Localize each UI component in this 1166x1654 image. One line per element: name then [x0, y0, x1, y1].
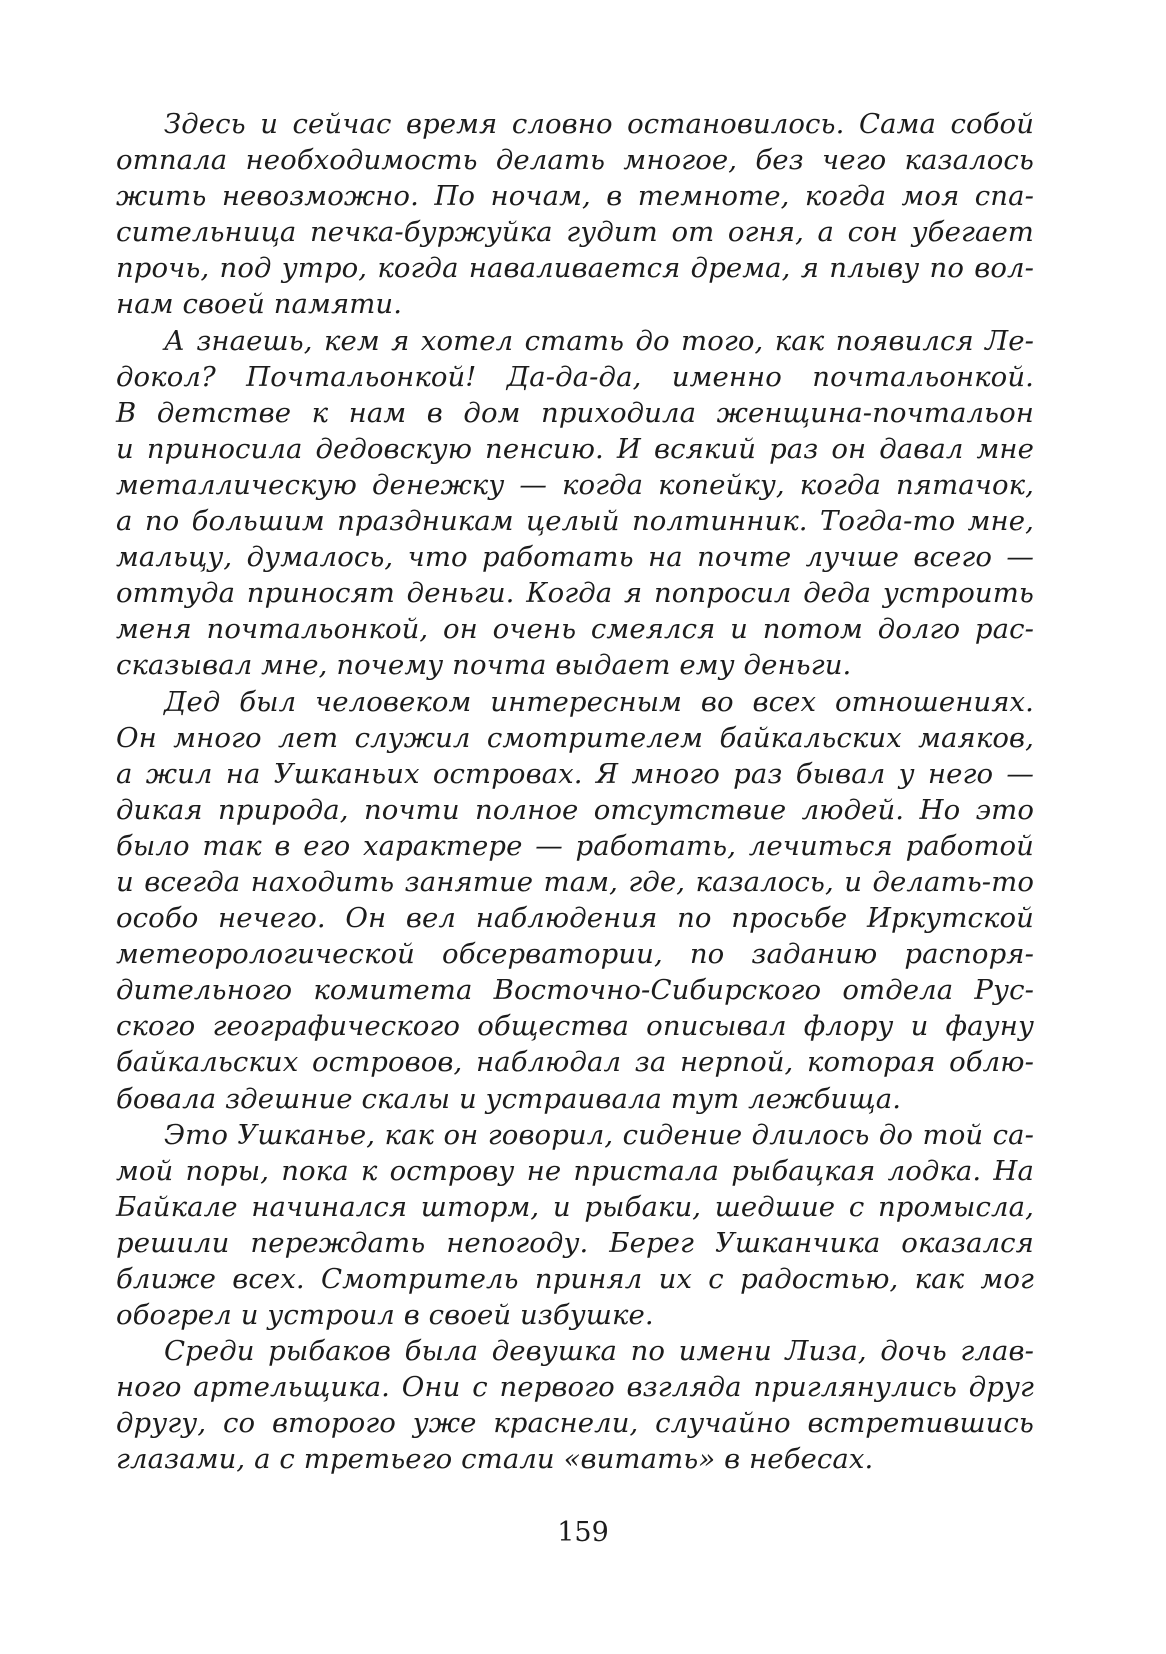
text-line: Это Ушканье, как он говорил, сидение длилось до той са- — [164, 1118, 1034, 1151]
text-line: байкальских островов, наблюдал за нерпой, которая облю- — [116, 1046, 1034, 1079]
text-line: и приносила дедовскую пенсию. И всякий раз он давал мне — [116, 432, 1034, 465]
text-line: Среди рыбаков была девушка по имени Лиза, дочь глав- — [164, 1335, 1034, 1368]
text-line: мальцу, думалось, что работать на почте лучше всего — — [116, 541, 1034, 574]
text-line: А знаешь, кем я хотел стать до того, как появился Ле- — [164, 324, 1034, 357]
text-line: обогрел и устроил в своей избушке. — [116, 1299, 654, 1332]
text-line: мой поры, пока к острову не пристала рыбацкая лодка. На — [116, 1154, 1034, 1187]
paragraph — [116, 106, 1034, 323]
text-line: отпала необходимость делать многое, без чего казалось — [116, 144, 1034, 177]
text-line: было так в его характере — работать, лечиться работой — [116, 829, 1034, 862]
text-line: особо нечего. Он вел наблюдения по просьбе Иркутской — [116, 902, 1034, 935]
text-line: Байкале начинался шторм, и рыбаки, шедшие с промысла, — [116, 1190, 1034, 1223]
paragraph — [116, 1117, 1034, 1334]
text-line: дикая природа, почти полное отсутствие людей. Но это — [116, 793, 1034, 826]
text-line: Он много лет служил смотрителем байкальских маяков, — [116, 721, 1034, 754]
text-line: бовала здешние скалы и устраивала тут лежбища. — [116, 1082, 902, 1115]
text-line: а по большим праздникам целый полтинник. Тогда-то мне, — [116, 505, 1034, 538]
text-line: оттуда приносят деньги. Когда я попросил деда устроить — [116, 577, 1034, 610]
text-line: докол? Почтальонкой! Да-да-да, именно почтальонкой. — [116, 360, 1034, 393]
text-line: дительного комитета Восточно-Сибирского отдела Рус- — [116, 974, 1034, 1007]
text-line: глазами, а с третьего стали «витать» в небесах. — [116, 1443, 874, 1476]
page-number: 159 — [557, 1517, 609, 1548]
text-line: ного артельщика. Они с первого взгляда приглянулись друг — [116, 1371, 1034, 1404]
text-line: а жил на Ушканьих островах. Я много раз бывал у него — — [116, 757, 1034, 790]
text-line: нам своей памяти. — [116, 288, 403, 321]
text-line: ближе всех. Смотритель принял их с радостью, как мог — [116, 1263, 1034, 1295]
text-body — [116, 106, 1034, 1478]
text-line: жить невозможно. По ночам, в темноте, когда моя спа- — [116, 180, 1034, 213]
text-line: Дед был человеком интересным во всех отношениях. — [164, 685, 1034, 718]
paragraph — [116, 323, 1034, 684]
text-line: Здесь и сейчас время словно остановилось. Сама собой — [164, 108, 1034, 140]
text-line: и всегда находить занятие там, где, казалось, и делать-то — [116, 865, 1034, 898]
paragraph — [116, 684, 1034, 1117]
text-line: сительница печка-буржуйка гудит от огня, а сон убегает — [116, 216, 1034, 249]
text-line: сказывал мне, почему почта выдает ему деньги. — [116, 649, 852, 682]
text-line: другу, со второго уже краснели, случайно встретившись — [116, 1407, 1034, 1440]
text-line: меня почтальонкой, он очень смеялся и потом долго рас- — [116, 613, 1034, 646]
text-line: решили переждать непогоду. Берег Ушканчика оказался — [116, 1226, 1034, 1259]
text-line: В детстве к нам в дом приходила женщина-почтальон — [116, 396, 1034, 429]
paragraph — [116, 1333, 1034, 1477]
text-line: прочь, под утро, когда наваливается дрема, я плыву по вол- — [116, 252, 1034, 285]
text-line: ского географического общества описывал флору и фауну — [116, 1010, 1034, 1043]
text-line: металлическую денежку — когда копейку, когда пятачок, — [116, 468, 1034, 501]
text-line: метеорологической обсерватории, по заданию распоря- — [116, 938, 1034, 971]
